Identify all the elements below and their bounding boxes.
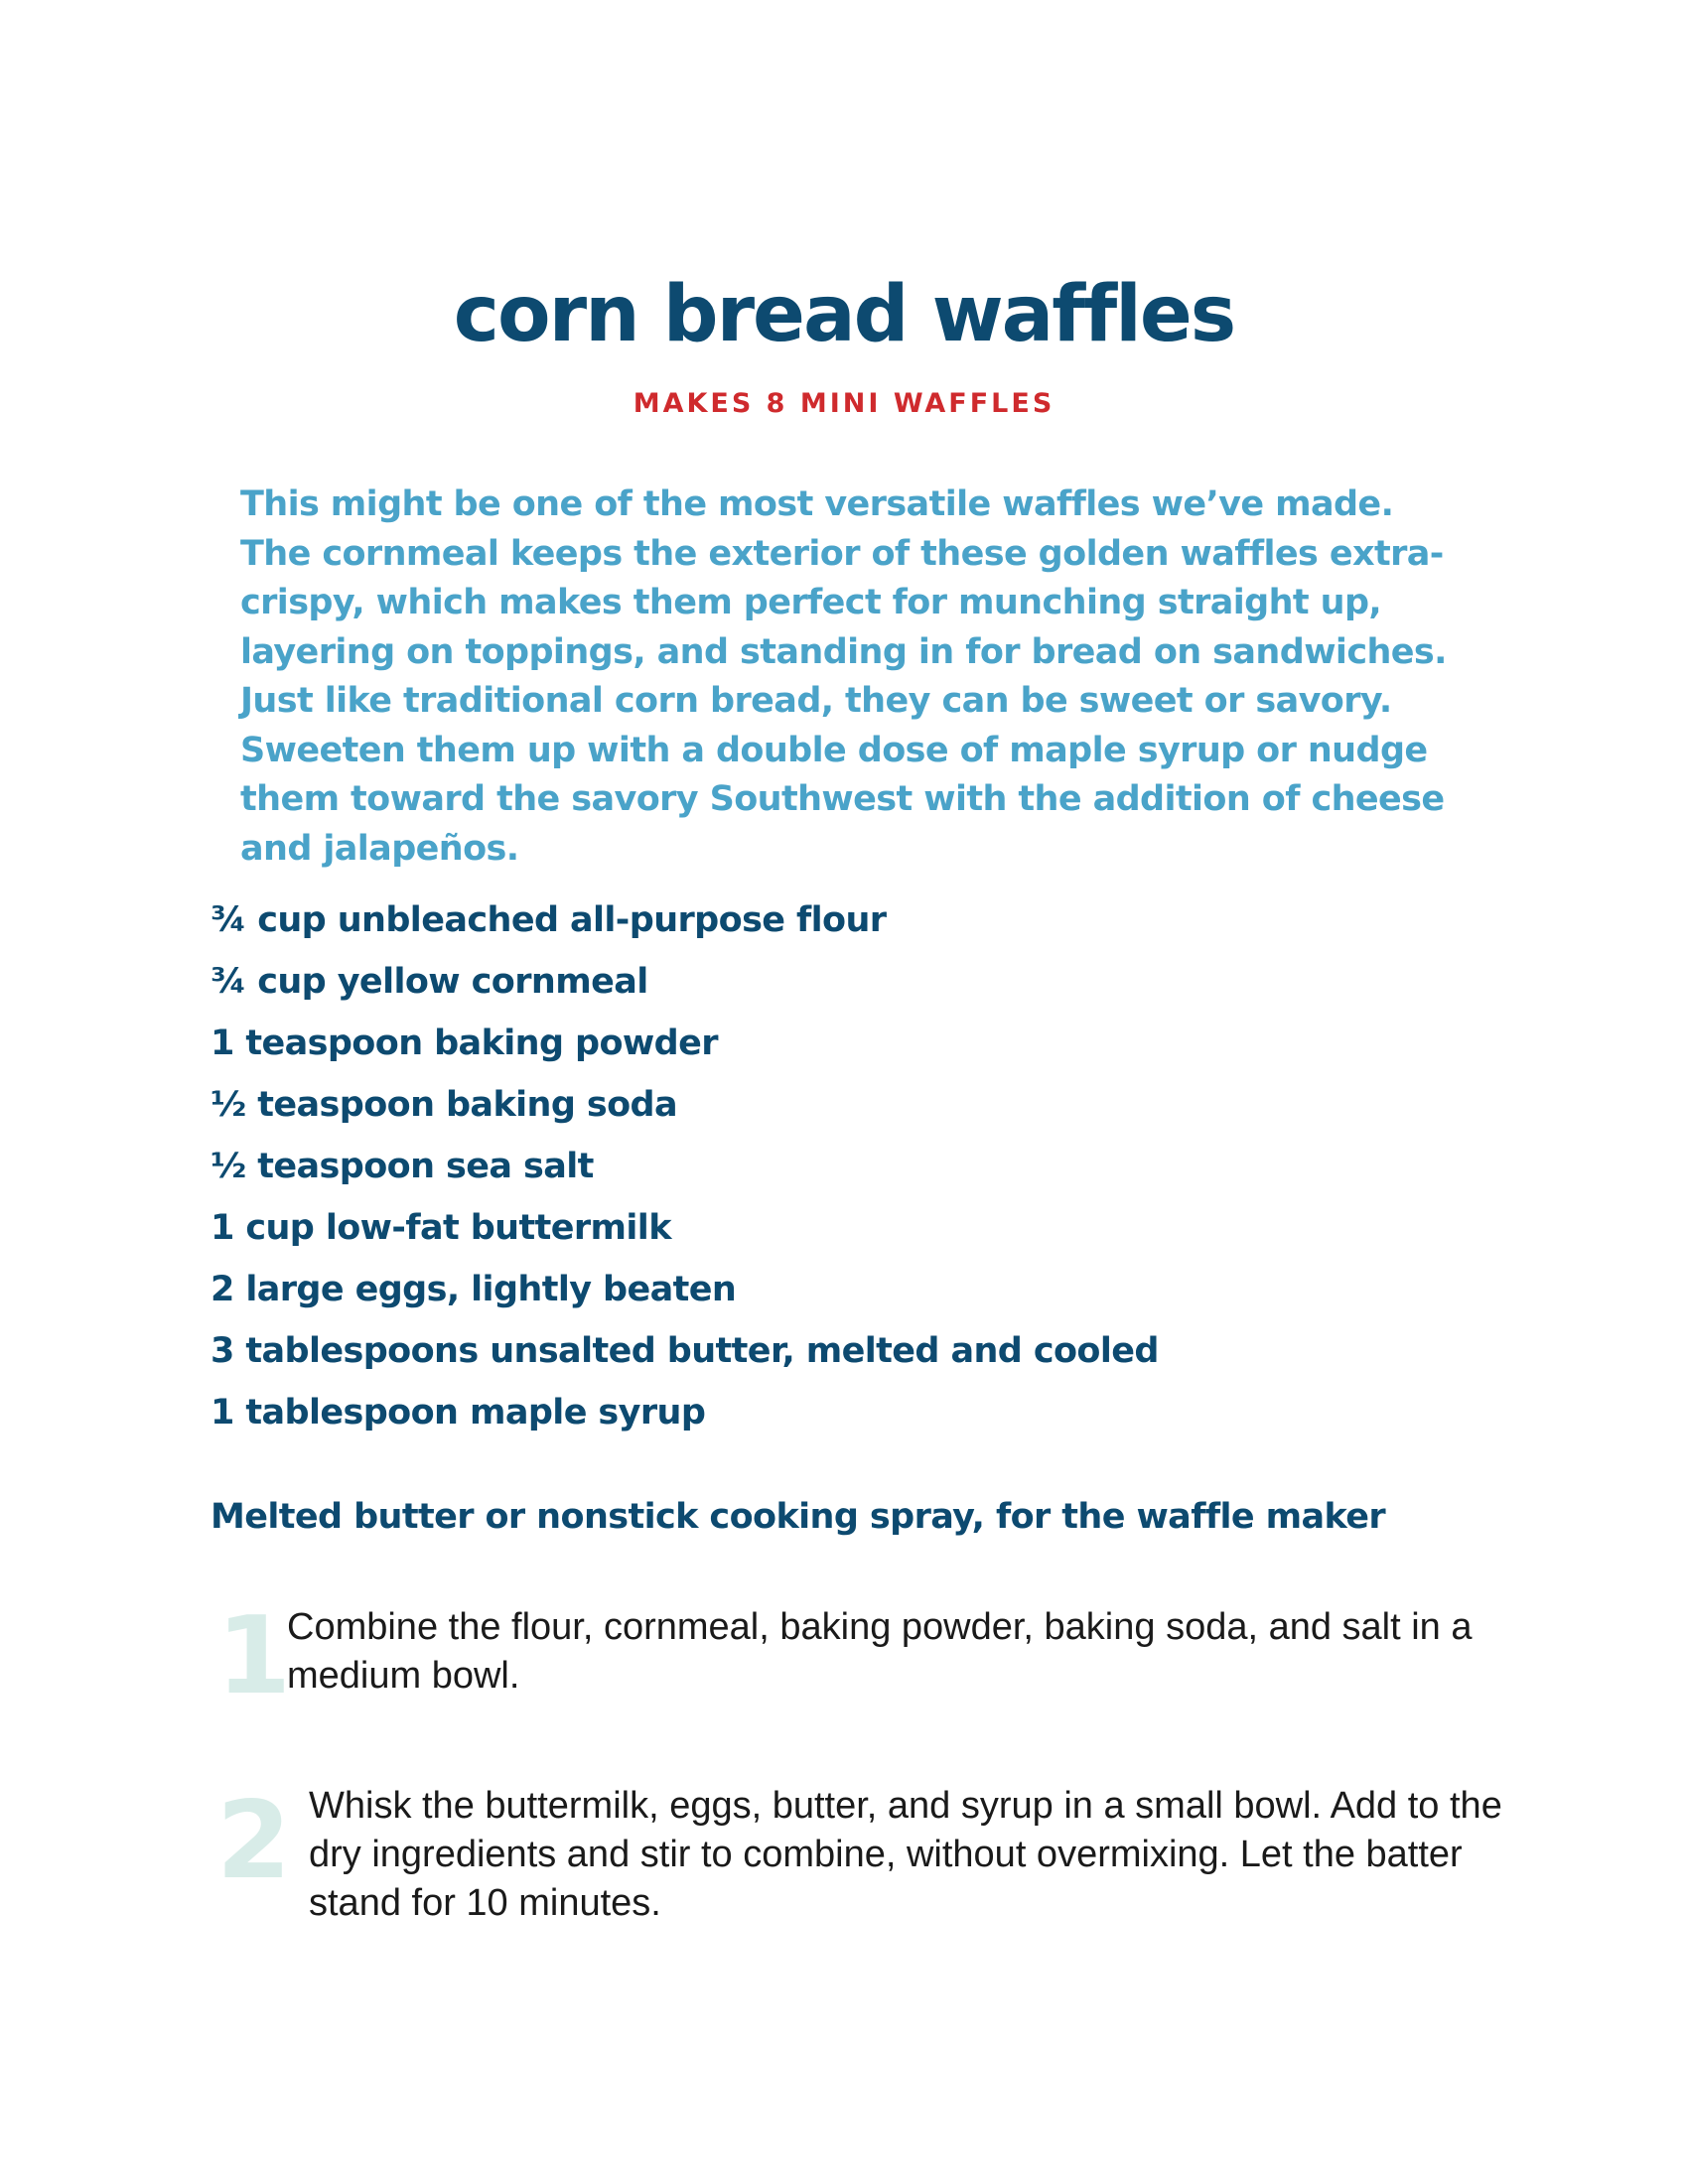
ingredient-item: 1 teaspoon baking powder <box>211 1024 718 1063</box>
recipe-title: corn bread waffles <box>453 270 1235 359</box>
ingredient-item: 1 tablespoon maple syrup <box>211 1393 706 1433</box>
recipe-yield: MAKES 8 MINI WAFFLES <box>633 388 1055 419</box>
ingredient-list <box>211 889 1159 1443</box>
greasing-note: Melted butter or nonstick cooking spray, for the waffle maker <box>211 1497 1386 1537</box>
ingredient-item: 3 tablespoons unsalted butter, melted and cooled <box>211 1331 1159 1371</box>
step-number: 1 <box>216 1594 292 1718</box>
ingredient-item: ¾ cup unbleached all-purpose flour <box>211 900 887 940</box>
step-text: Combine the flour, cornmeal, baking powder, baking soda, and salt in a medium bowl. <box>287 1606 1473 1697</box>
ingredient-item: 2 large eggs, lightly beaten <box>211 1270 737 1309</box>
recipe-intro: This might be one of the most versatile waffles we’ve made. The cornmeal keeps the exterior of these golden waffles extra-crispy, which makes them perfect for munching straight up, layering on toppings, and standing in for bread on sandwiches. Just like traditional corn bread, they can be sweet or savory. Sweeten them up with a double dose of maple syrup or nudge them toward the savory Southwest with the addition of cheese and jalapeños. <box>240 484 1447 869</box>
ingredient-item: 1 cup low-fat buttermilk <box>211 1208 671 1248</box>
step-text: Whisk the buttermilk, eggs, butter, and syrup in a small bowl. Add to the dry ingredients and stir to combine, without overmixing. Let the batter stand for 10 minutes. <box>309 1785 1502 1924</box>
step-number: 2 <box>216 1779 292 1903</box>
ingredient-item: ½ teaspoon sea salt <box>211 1147 594 1186</box>
ingredient-item: ¾ cup yellow cornmeal <box>211 962 648 1002</box>
ingredient-item: ½ teaspoon baking soda <box>211 1085 678 1125</box>
